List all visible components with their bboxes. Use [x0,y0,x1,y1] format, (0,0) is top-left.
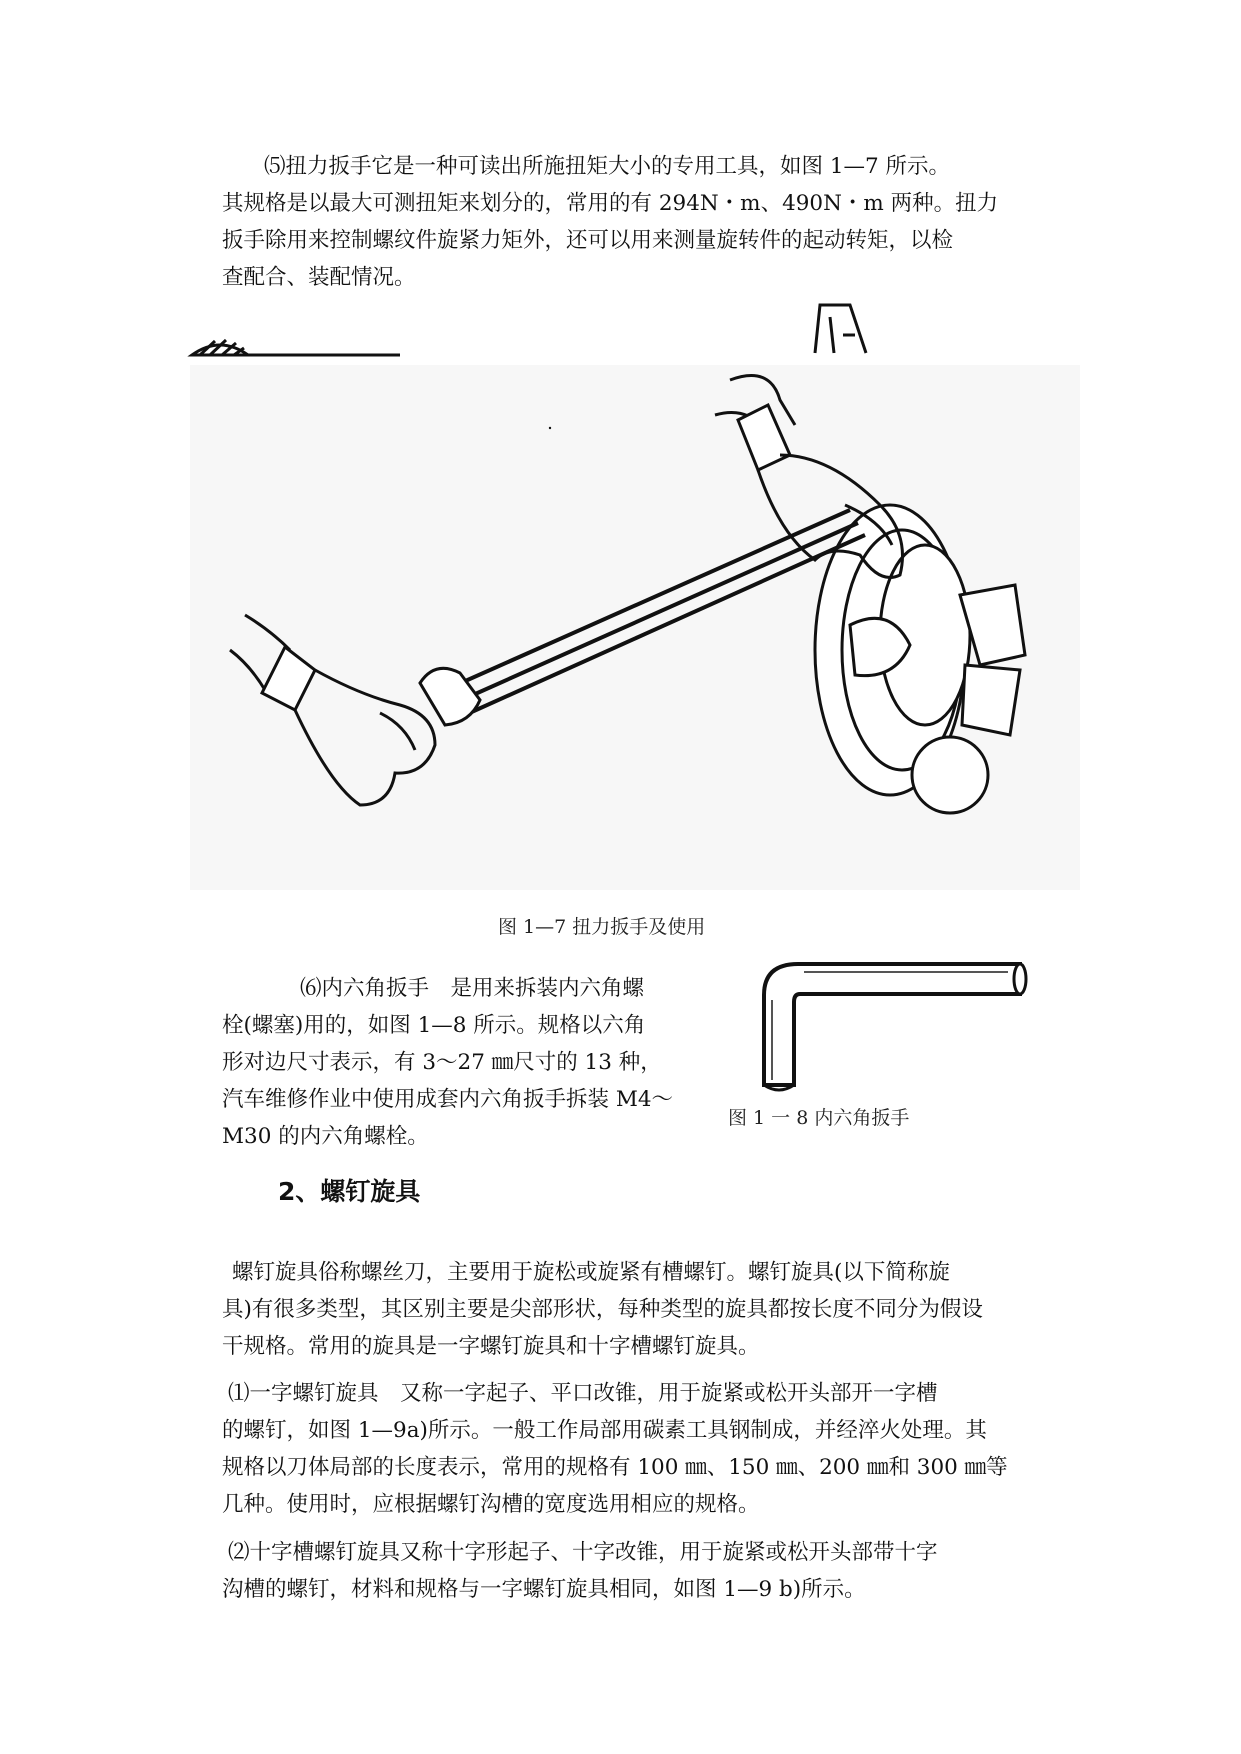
figure-1-7-caption: 图 1—7 扭力扳手及使用 [498,916,706,938]
text-line: 其规格是以最大可测扭矩来划分的，常用的有 294N・m、490N・m 两种。扭力 [222,191,999,216]
text-line: 汽车维修作业中使用成套内六角扳手拆装 M4～ [222,1087,674,1112]
text-line: 螺钉旋具俗称螺丝刀，主要用于旋松或旋紧有槽螺钉。螺钉旋具(以下简称旋 [232,1260,950,1285]
figure-1-8-caption: 图 1 一 8 内六角扳手 [728,1107,910,1129]
text-line: 栓(螺塞)用的，如图 1—8 所示。规格以六角 [222,1013,646,1038]
text-line: 规格以刀体局部的长度表示，常用的规格有 100 ㎜、150 ㎜、200 ㎜和 300 ㎜等 [222,1455,1008,1480]
hex-key-illustration [738,950,1038,1100]
text-line: 几种。使用时，应根据螺钉沟槽的宽度选用相应的规格。 [222,1492,760,1517]
hatched-part-icon [192,340,400,355]
text-line: 干规格。常用的旋具是一字螺钉旋具和十字槽螺钉旋具。 [222,1334,760,1359]
text-line: 形对边尺寸表示，有 3～27 ㎜尺寸的 13 种， [222,1050,662,1075]
text-line: 的螺钉，如图 1—9a)所示。一般工作局部用碳素工具钢制成，并经淬火处理。其 [222,1418,987,1443]
text-line: ⑴一字螺钉旋具 又称一字起子、平口改锥，用于旋紧或松开头部开一字槽 [228,1381,938,1406]
paragraph-torque-wrench [222,148,1062,296]
torque-wrench-illustration [190,305,1090,895]
text-line: 具)有很多类型，其区别主要是尖部形状，每种类型的旋具都按长度不同分为假设 [222,1297,983,1322]
text-line: 扳手除用来控制螺纹件旋紧力矩外，还可以用来测量旋转件的起动转矩，以检 [222,228,954,253]
text-line: M30 的内六角螺栓。 [222,1124,429,1149]
text-line: ⑵十字槽螺钉旋具又称十字形起子、十字改锥，用于旋紧或松开头部带十字 [228,1540,938,1565]
paragraph-flat-screwdriver [222,1375,1062,1523]
text-line: ⑸扭力扳手它是一种可读出所施扭矩大小的专用工具，如图 1—7 所示。 [264,154,951,179]
text-line: 沟槽的螺钉，材料和规格与一字螺钉旋具相同，如图 1—9 b)所示。 [222,1577,866,1602]
section-heading: 2、螺钉旋具 [278,1177,421,1206]
text-line: 查配合、装配情况。 [222,265,416,290]
paragraph-cross-screwdriver [222,1534,1062,1608]
text-line: ⑹内六角扳手 是用来拆装内六角螺 [300,976,645,1001]
paragraph-screwdriver-intro [222,1254,1062,1365]
paragraph-hex-key [222,970,762,1155]
